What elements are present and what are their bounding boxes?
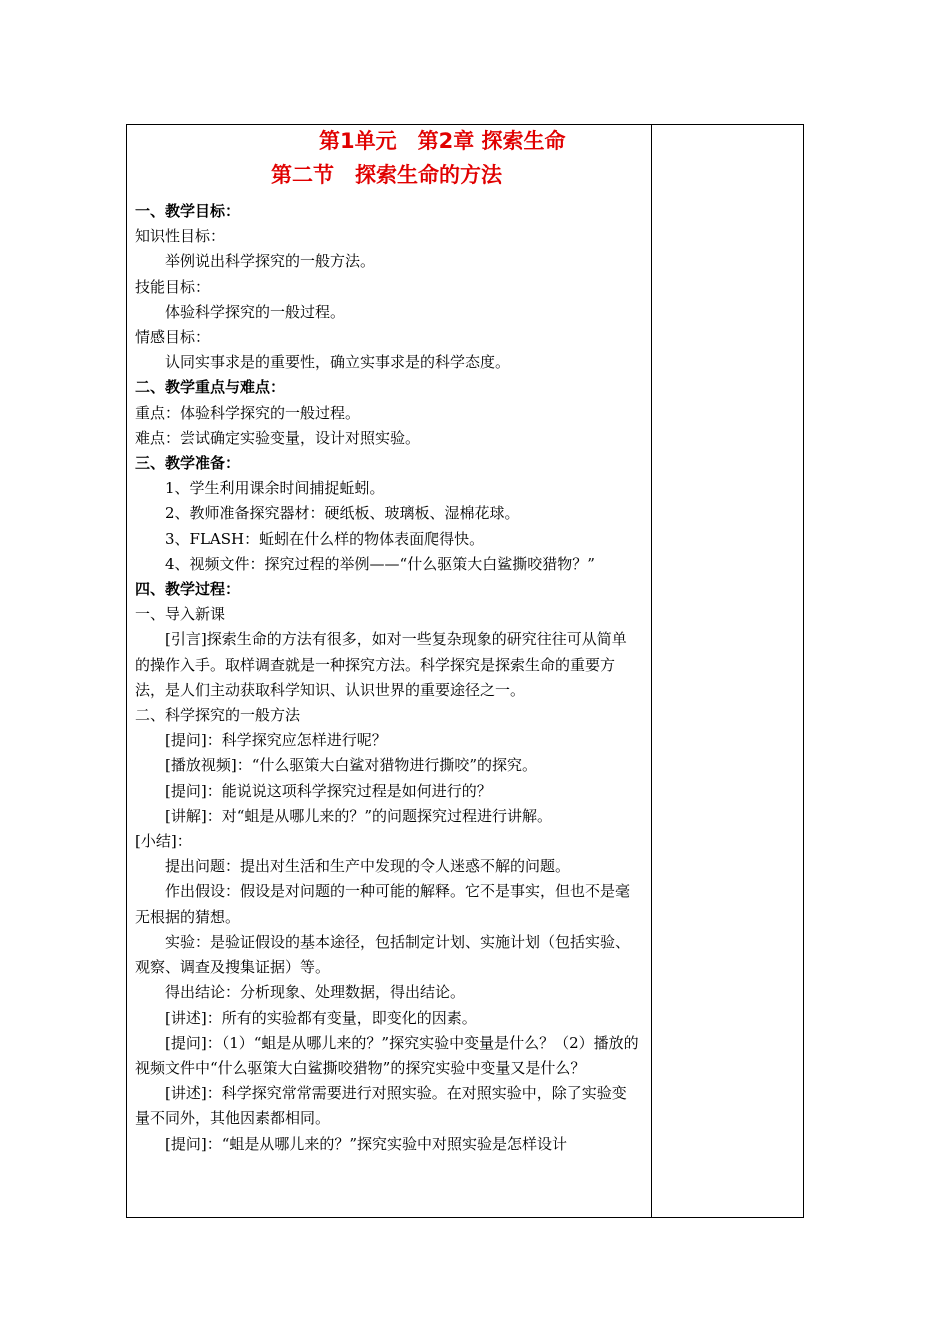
- part2-label: 二、科学探究的一般方法: [135, 706, 301, 725]
- section-title: 第二节 探索生命的方法: [271, 163, 502, 187]
- main-content-cell: [127, 125, 651, 1217]
- skill-text: 体验科学探究的一般过程。: [165, 302, 346, 321]
- document-title: 第1单元 第2章 探索生命: [319, 129, 566, 153]
- prep-item-3: 3、FLASH：蚯蚓在什么样的物体表面爬得快。: [165, 529, 485, 548]
- prep-item-2: 2、教师准备探究器材：硬纸板、玻璃板、湿棉花球。: [165, 504, 520, 523]
- knowledge-label: 知识性目标：: [135, 227, 226, 246]
- question-3: [提问]：（1）“蛆是从哪儿来的？”探究实验中变量是什么？（2）播放的视频文件中“什么驱策大白鲨撕咬猎物”的探究实验中变量又是什么？: [135, 1033, 639, 1077]
- step-hypothesis: 作出假设：假设是对问题的一种可能的解释。它不是事实，但也不是毫无根据的猜想。: [135, 882, 631, 926]
- narrate-variables: [讲述]：所有的实验都有变量，即变化的因素。: [165, 1008, 477, 1027]
- emotion-label: 情感目标：: [135, 328, 211, 347]
- knowledge-text: 举例说出科学探究的一般方法。: [165, 252, 376, 271]
- step-conclusion: 得出结论：分析现象、处理数据，得出结论。: [165, 983, 466, 1002]
- skill-label: 技能目标：: [135, 277, 211, 296]
- lesson-body: [135, 199, 641, 1157]
- narrate-control: [讲述]：科学探究常常需要进行对照实验。在对照实验中，除了实验变量不同外，其他因素都相同。: [135, 1084, 627, 1128]
- play-video-note: [播放视频]：“什么驱策大白鲨对猎物进行撕咬”的探究。: [165, 756, 538, 775]
- heading-preparation: 三、教学准备：: [135, 454, 241, 473]
- heading-objectives: 一、教学目标：: [135, 202, 241, 220]
- key-point: 重点：体验科学探究的一般过程。: [135, 403, 361, 422]
- heading-process: 四、教学过程：: [135, 580, 241, 599]
- emotion-text: 认同实事求是的重要性，确立实事求是的科学态度。: [165, 353, 511, 372]
- prep-item-4: 4、视频文件：探究过程的举例——“什么驱策大白鲨撕咬猎物？”: [165, 554, 595, 573]
- explain-note: [讲解]：对“蛆是从哪儿来的？”的问题探究过程进行讲解。: [165, 806, 553, 825]
- question-2: [提问]：能说说这项科学探究过程是如何进行的？: [165, 781, 492, 800]
- difficulty-point: 难点：尝试确定实验变量，设计对照实验。: [135, 428, 421, 447]
- heading-key-points: 二、教学重点与难点：: [135, 378, 286, 397]
- summary-label: [小结]：: [135, 832, 192, 851]
- step-question: 提出问题：提出对生活和生产中发现的令人迷惑不解的问题。: [165, 857, 571, 876]
- part1-label: 一、导入新课: [135, 605, 226, 624]
- prep-item-1: 1、学生利用课余时间捕捉蚯蚓。: [165, 479, 385, 498]
- step-experiment: 实验：是验证假设的基本途径，包括制定计划、实施计划（包括实验、观察、调查及搜集证据）等。: [135, 932, 631, 977]
- question-1: [提问]：科学探究应怎样进行呢？: [165, 731, 387, 750]
- part1-text: [引言]探索生命的方法有很多，如对一些复杂现象的研究往往可从简单的操作入手。取样调查就是一种探究方法。科学探究是探索生命的重要方法，是人们主动获取科学知识、认识世界的重要途径之一。: [135, 630, 627, 699]
- question-4: [提问]：“蛆是从哪儿来的？”探究实验中对照实验是怎样设计: [165, 1134, 568, 1153]
- lesson-plan-table: [126, 124, 804, 1218]
- notes-cell: [652, 125, 803, 1217]
